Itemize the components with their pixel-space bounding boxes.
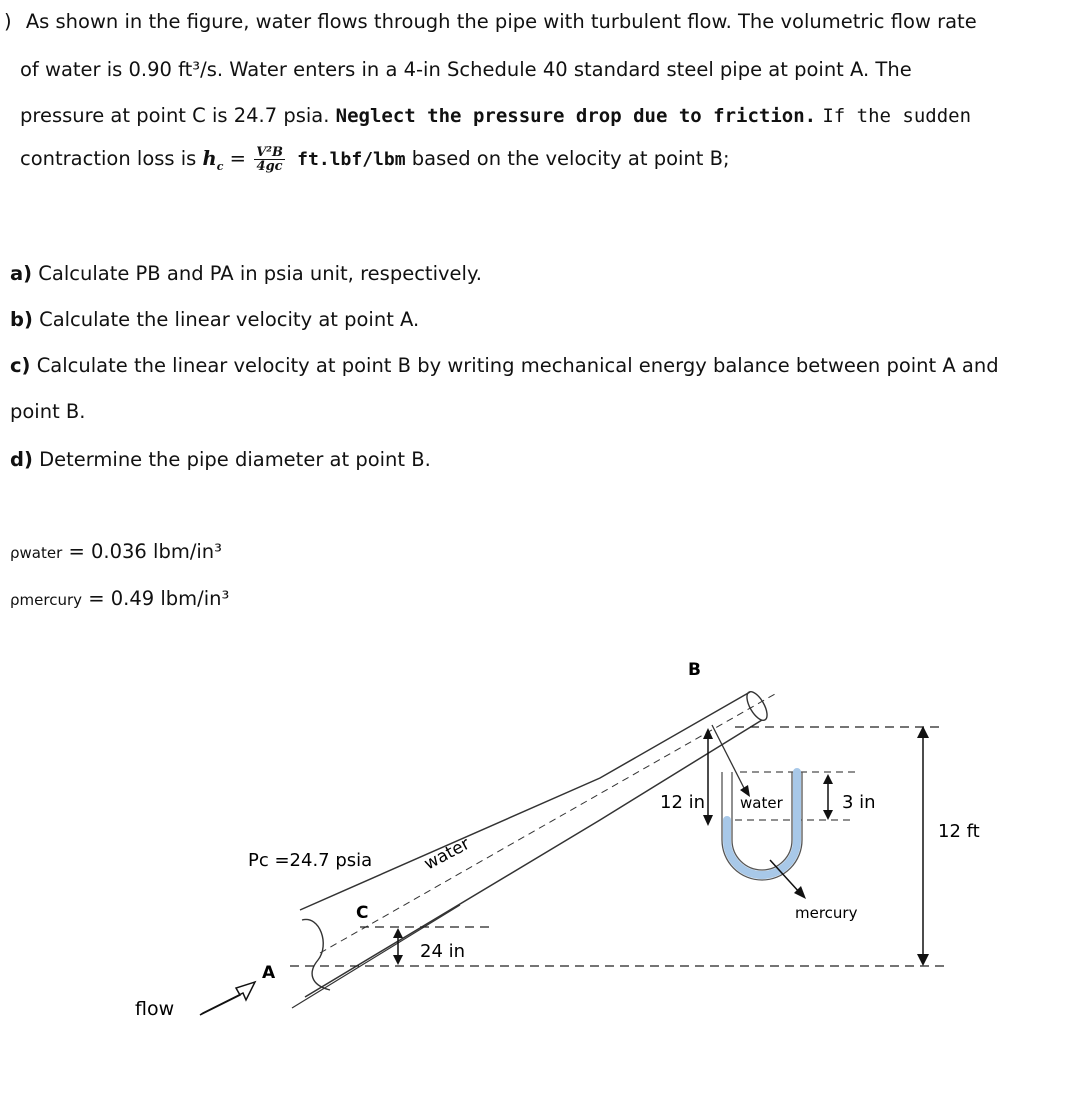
label-b: B [688,660,701,680]
rho-water: ρwater = 0.036 lbm/in³ [10,540,222,563]
units: ft.lbf/lbm [297,149,406,170]
rho-mercury: ρmercury = 0.49 lbm/in³ [10,587,230,610]
label-12in: 12 in [660,792,706,813]
question-a: a) Calculate PB and PA in psia unit, respectively. [10,262,482,285]
label-flow: flow [135,998,175,1020]
label-c: C [356,903,369,923]
flow-arrow [200,982,255,1015]
label-24in: 24 in [420,941,466,962]
manometer-u-tube-mercury [727,772,797,875]
problem-line-4: contraction loss is $h_c$ = $\frac{\text{V²B}}{4gc}$ ft.lbf/lbm based on the velocity at point B; [20,145,730,174]
manometer-u-tube-inner [732,772,792,870]
problem-line-2: of water is 0.90 ft³/s. Water enters in a 4-in Schedule 40 standard steel pipe at point A. The [20,58,912,81]
hc-fraction: $\frac{\text{V²B}}{4gc}$ [256,145,283,174]
pipe-end-b [743,689,771,724]
manometer-tap [712,725,745,790]
question-b: b) Calculate the linear velocity at point A. [10,308,420,331]
label-a: A [262,963,276,983]
question-d: d) Determine the pipe diameter at point B. [10,448,431,471]
label-pc: Pc =24.7 psia [248,850,373,871]
question-c-continued: point B. [10,400,86,423]
label-3in: 3 in [842,792,876,813]
hc-symbol: $h_c$ [202,147,224,173]
question-c: c) Calculate the linear velocity at point B by writing mechanical energy balance between point A and [10,354,999,377]
emphasis-friction: Neglect the pressure drop due to friction. [335,105,817,127]
pipe-lower-wall [305,720,762,997]
label-water-pipe: water [420,834,474,875]
problem-line-1: ) As shown in the figure, water flows through the pipe with turbulent flow. The volumetric flow rate [4,10,977,33]
problem-line-3: pressure at point C is 24.7 psia. Neglect the pressure drop due to friction. If the sudden [20,104,972,127]
pipe-inlet-section [302,919,330,990]
label-12ft: 12 ft [938,821,980,842]
label-mercury: mercury [795,904,858,922]
label-manometer-water: water [740,794,783,812]
bullet-mark: ) [4,10,12,33]
